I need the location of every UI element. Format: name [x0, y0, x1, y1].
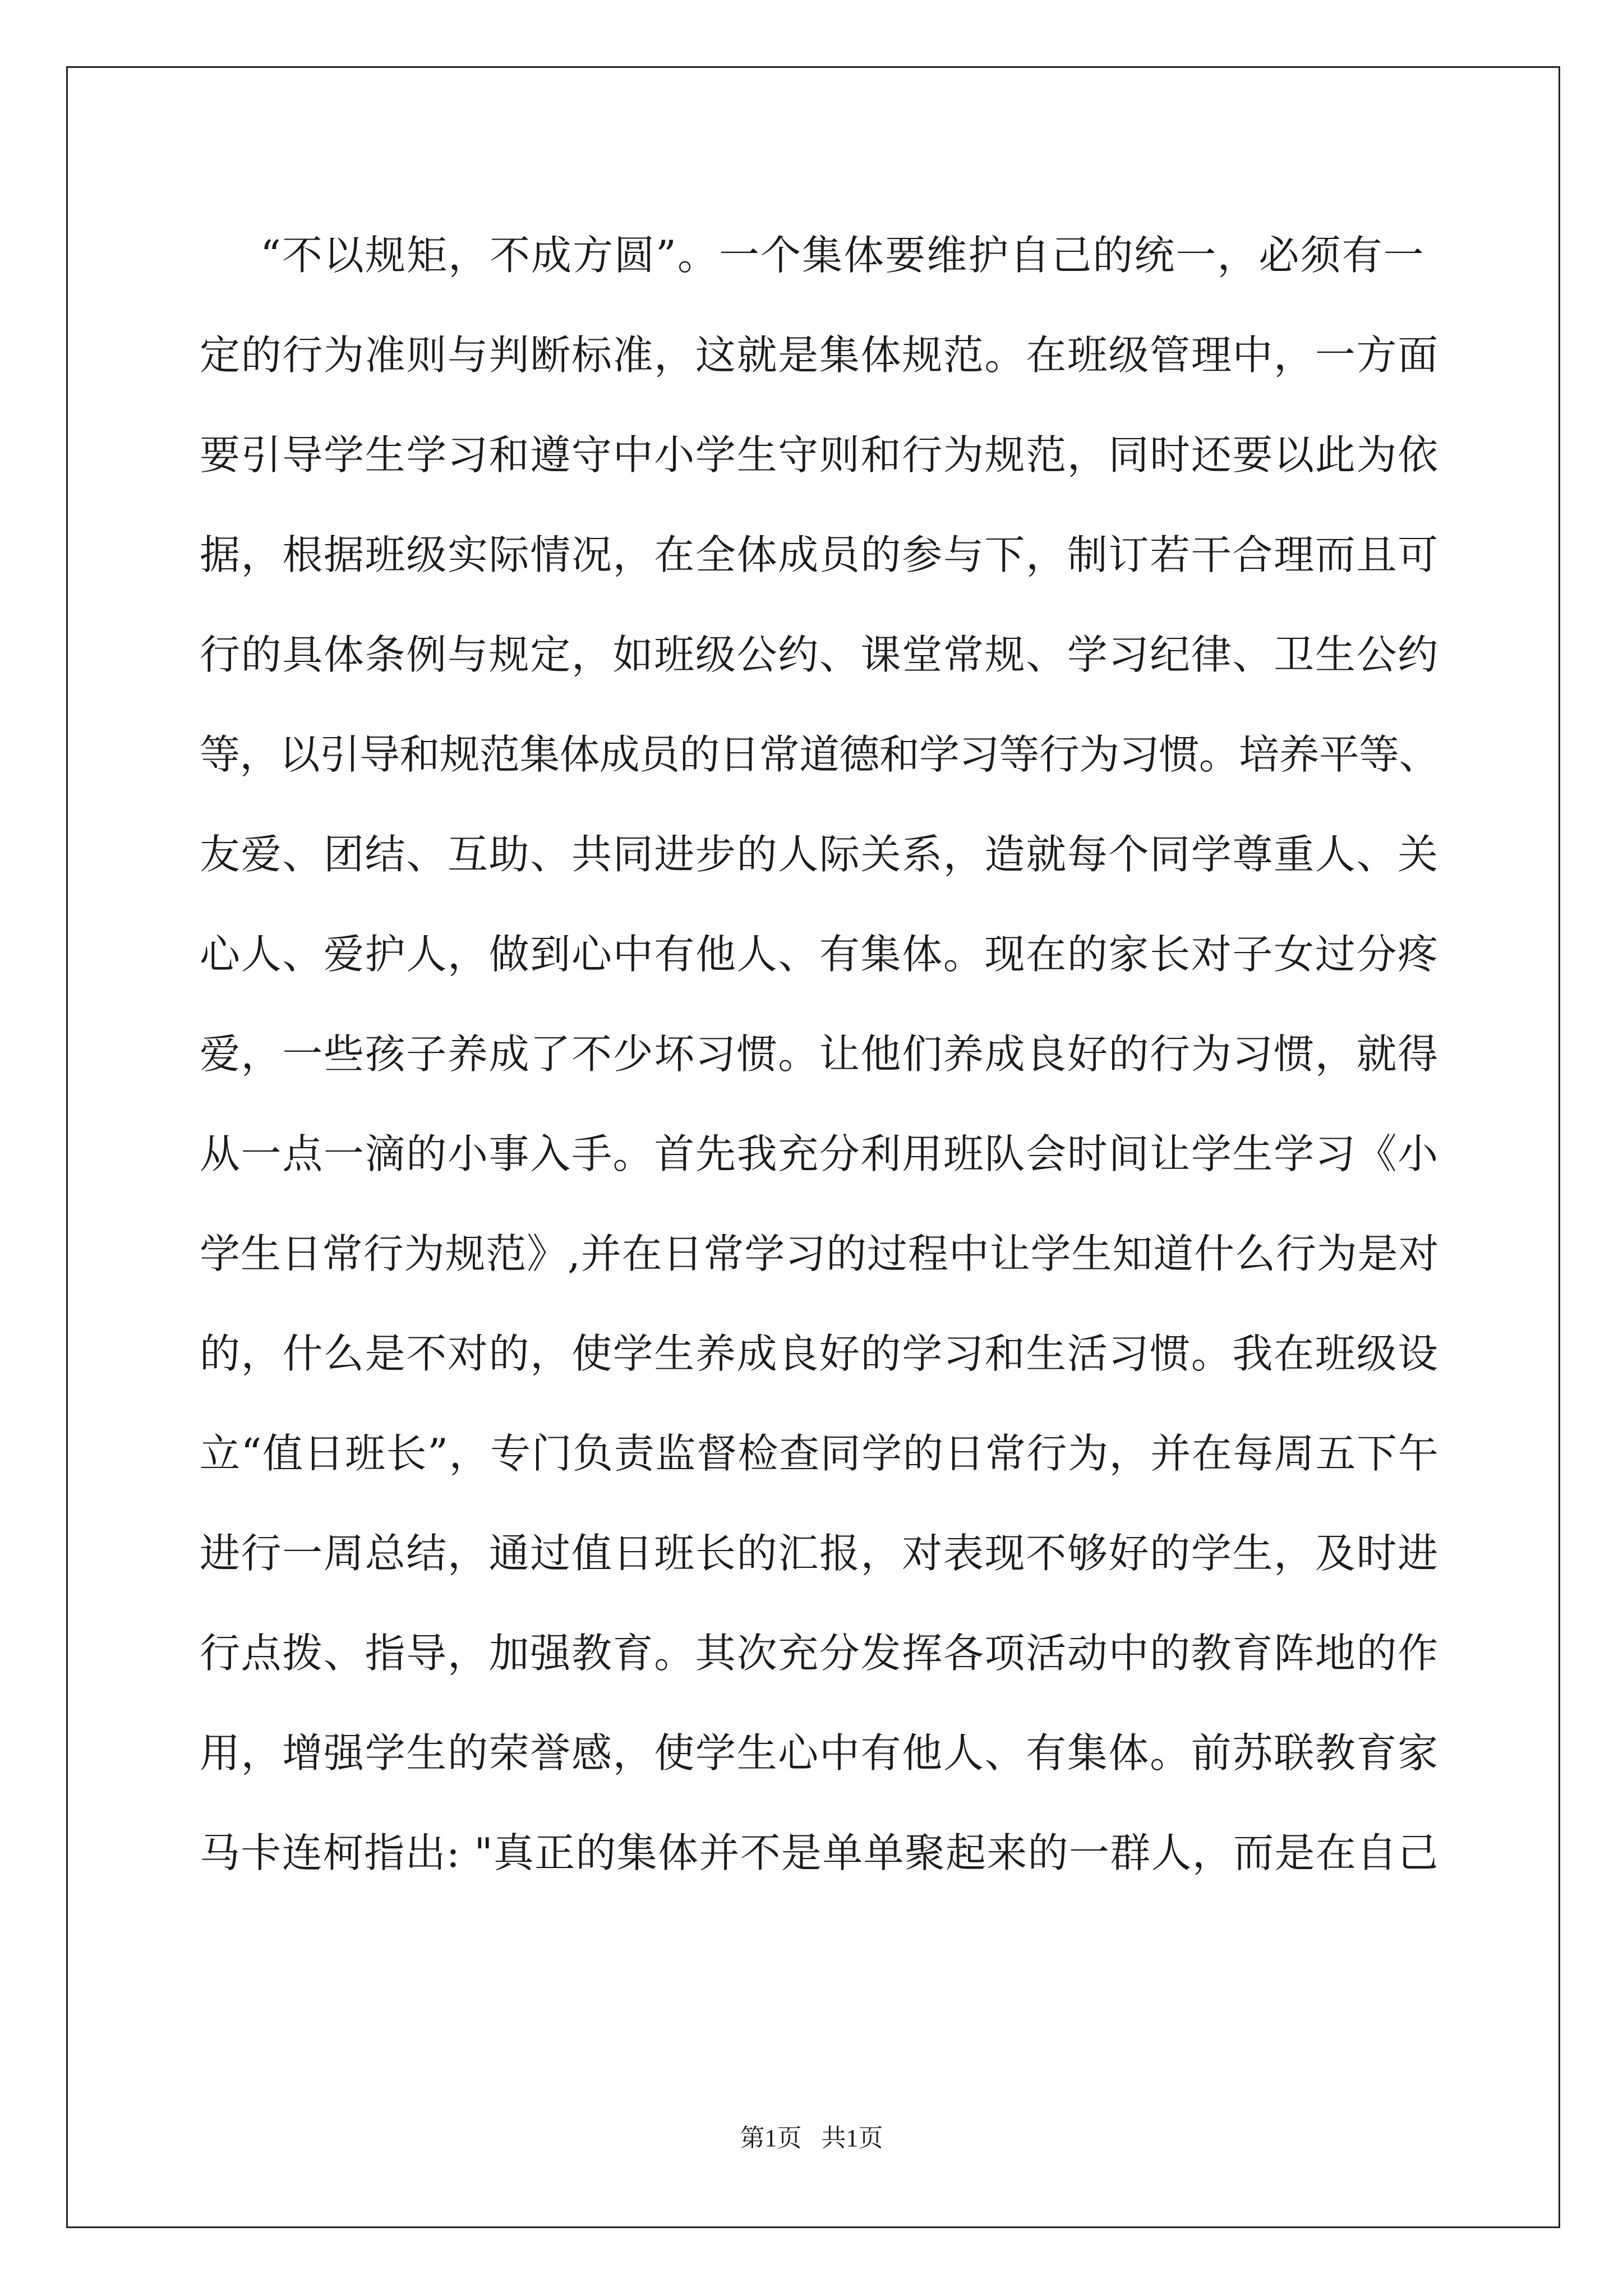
text-line: 据，根据班级实际情况，在全体成员的参与下，制订若干合理而且可 [200, 531, 1439, 578]
text-line: 等，以引导和规范集体成员的日常道德和学习等行为习惯。培养平等、 [200, 731, 1439, 778]
text-line: 心人、爱护人，做到心中有他人、有集体。现在的家长对子女过分疼 [200, 931, 1439, 978]
text-line: 的，什么是不对的，使学生养成良好的学习和生活习惯。我在班级设 [200, 1330, 1439, 1377]
text-line: 行的具体条例与规定，如班级公约、课堂常规、学习纪律、卫生公约 [200, 631, 1439, 678]
page-number-current: 第1页 [740, 2124, 802, 2152]
text-line: 要引导学生学习和遵守中小学生守则和行为规范，同时还要以此为依 [200, 431, 1439, 478]
text-line: 学生日常行为规范》,并在日常学习的过程中让学生知道什么行为是对 [200, 1230, 1440, 1277]
text-line: 马卡连柯指出: "真正的集体并不是单单聚起来的一群人，而是在自己 [200, 1829, 1439, 1876]
text-line: “不以规矩，不成方圆”。一个集体要维护自己的统一，必须有一 [260, 232, 1425, 279]
text-line: 进行一周总结，通过值日班长的汇报，对表现不够好的学生，及时进 [200, 1530, 1439, 1577]
text-line: 行点拨、指导，加强教育。其次充分发挥各项活动中的教育阵地的作 [200, 1630, 1439, 1677]
text-line: 友爱、团结、互助、共同进步的人际关系，造就每个同学尊重人、关 [200, 831, 1439, 878]
text-line: 立“值日班长”，专门负责监督检查同学的日常行为，并在每周五下午 [200, 1430, 1440, 1477]
page-number-total: 共1页 [821, 2124, 883, 2152]
text-line: 用，增强学生的荣誉感，使学生心中有他人、有集体。前苏联教育家 [200, 1729, 1439, 1777]
text-line: 爱，一些孩子养成了不少坏习惯。让他们养成良好的行为习惯，就得 [200, 1030, 1439, 1078]
text-line: 定的行为准则与判断标准，这就是集体规范。在班级管理中，一方面 [200, 332, 1439, 379]
page-footer [0, 2122, 1623, 2155]
text-line: 从一点一滴的小事入手。首先我充分利用班队会时间让学生学习《小 [200, 1130, 1439, 1177]
